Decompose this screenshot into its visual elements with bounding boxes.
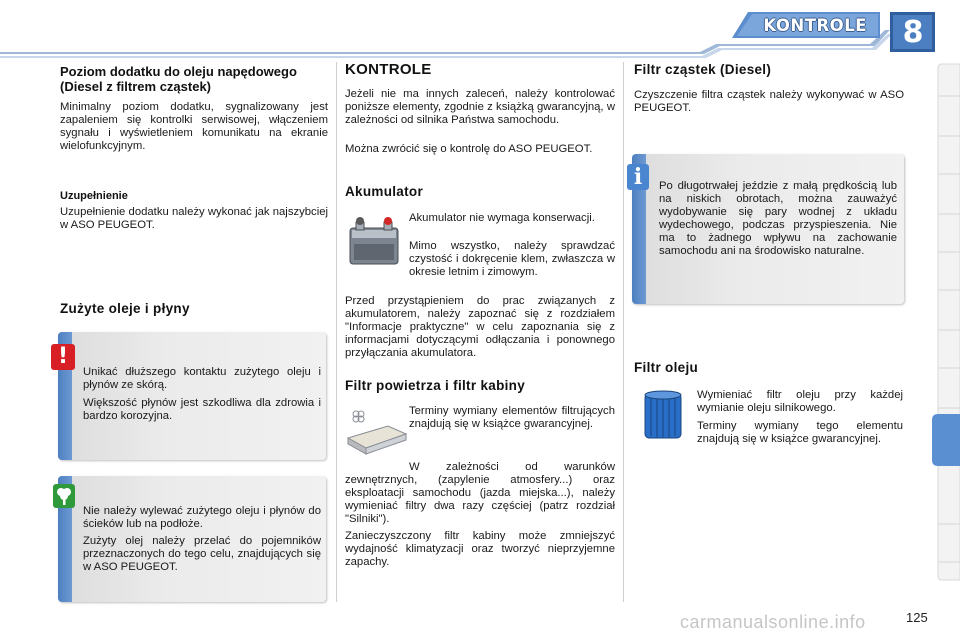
filters-text-2: W zależności od warunków zewnętrznych, (zapylenie atmosfery...) oraz eksploatacji samochodu (jazda miejska...), należy wymieniać filtry dwa razy częściej (patrz rozdział "Silniki").: [345, 461, 615, 525]
warning-text-2: Większość płynów jest szkodliwa dla zdrowia i bardzo korozyjna.: [83, 397, 321, 422]
particle-filter-heading: Filtr cząstek (Diesel): [634, 62, 772, 77]
checks-dealer-text: Można zwrócić się o kontrolę do ASO PEUGEOT.: [345, 143, 593, 155]
battery-icon: [344, 214, 404, 270]
warning-exclamation-icon: !: [51, 344, 75, 370]
battery-text-2: Mimo wszystko, należy sprawdzać czystość i dokręcenie klem, zwłaszcza w okresie letnim i zimowym.: [409, 240, 615, 278]
oil-filter-text-1: Wymieniać filtr oleju przy każdej wymianie oleju silnikowego.: [697, 389, 903, 414]
info-icon: i: [627, 164, 649, 190]
battery-text-3: Przed przystąpieniem do prac związanych z akumulatorem, należy zapoznać się z rozdziałem "Informacje praktyczne" w celu zapoznania się z informacjami dotyczącymi odłączania i ponownego przyłączania akumulatora.: [345, 295, 615, 359]
filters-text-3: Zanieczyszczony filtr kabiny może zmniejszyć wydajność klimatyzacji oraz tworzyć nieprzyjemne zapachy.: [345, 530, 615, 568]
chapter-tab-strip: [924, 62, 960, 582]
oil-filter-heading: Filtr oleju: [634, 360, 699, 375]
refill-heading: Uzupełnienie: [60, 190, 128, 202]
page-number: 125: [906, 610, 928, 625]
filters-heading: Filtr powietrza i filtr kabiny: [345, 378, 526, 393]
oil-additive-level-text: Minimalny poziom dodatku, sygnalizowany jest zapaleniem się kontrolki serwisowej, włączeniem sygnału i wyświetleniem komunikatu na ekranie wielofunkcyjnym.: [60, 101, 328, 152]
watermark: carmanualsonline.info: [680, 612, 866, 632]
checks-intro-text: Jeżeli nie ma innych zaleceń, należy kontrolować poniższe elementy, zgodnie z książką gwarancyjną, w zależności od silnika Państwa samochodu.: [345, 88, 615, 126]
header-title: KONTROLE: [763, 16, 867, 35]
battery-text-1: Akumulator nie wymaga konserwacji.: [409, 212, 595, 224]
warning-text-1: Unikać dłuższego kontaktu zużytego oleju i płynów ze skórą.: [83, 366, 321, 391]
oil-filter-text-2: Terminy wymiany tego elementu znajdują się w książce gwarancyjnej.: [697, 420, 903, 445]
info-box-text: Po długotrwałej jeździe z małą prędkością lub na niskich obrotach, można zauważyć wydobywanie się pary wodnej z układu wydechowego, podczas przyspieszenia. Nie ma to żadnego wpływu na zachowanie samochodu ani na środowisko naturalne.: [659, 180, 897, 257]
battery-heading: Akumulator: [345, 184, 424, 199]
tree-eco-icon: [53, 484, 75, 508]
oil-additive-level-heading: Poziom dodatku do oleju napędowego (Diesel z filtrem cząstek): [60, 64, 297, 94]
column-divider-right: [623, 62, 624, 602]
particle-filter-text: Czyszczenie filtra cząstek należy wykonywać w ASO PEUGEOT.: [634, 89, 904, 114]
oil-filter-icon: [640, 390, 686, 442]
checks-heading: KONTROLE: [345, 61, 432, 78]
environment-text-1: Nie należy wylewać zużytego oleju i płynów do ścieków lub na podłoże.: [83, 505, 321, 530]
filters-text-1: Terminy wymiany elementów filtrujących znajdują się w książce gwarancyjnej.: [409, 405, 615, 430]
cabin-filter-icon: [344, 408, 408, 464]
column-divider-left: [336, 62, 337, 602]
refill-text: Uzupełnienie dodatku należy wykonać jak najszybciej w ASO PEUGEOT.: [60, 206, 328, 231]
warning-box: [58, 332, 326, 460]
chapter-number-badge: 8: [902, 14, 924, 50]
environment-text-2: Zużyty olej należy przelać do pojemników przeznaczonych do tego celu, znajdujących się w ASO PEUGEOT.: [83, 535, 321, 573]
used-oils-heading: Zużyte oleje i płyny: [60, 301, 190, 316]
